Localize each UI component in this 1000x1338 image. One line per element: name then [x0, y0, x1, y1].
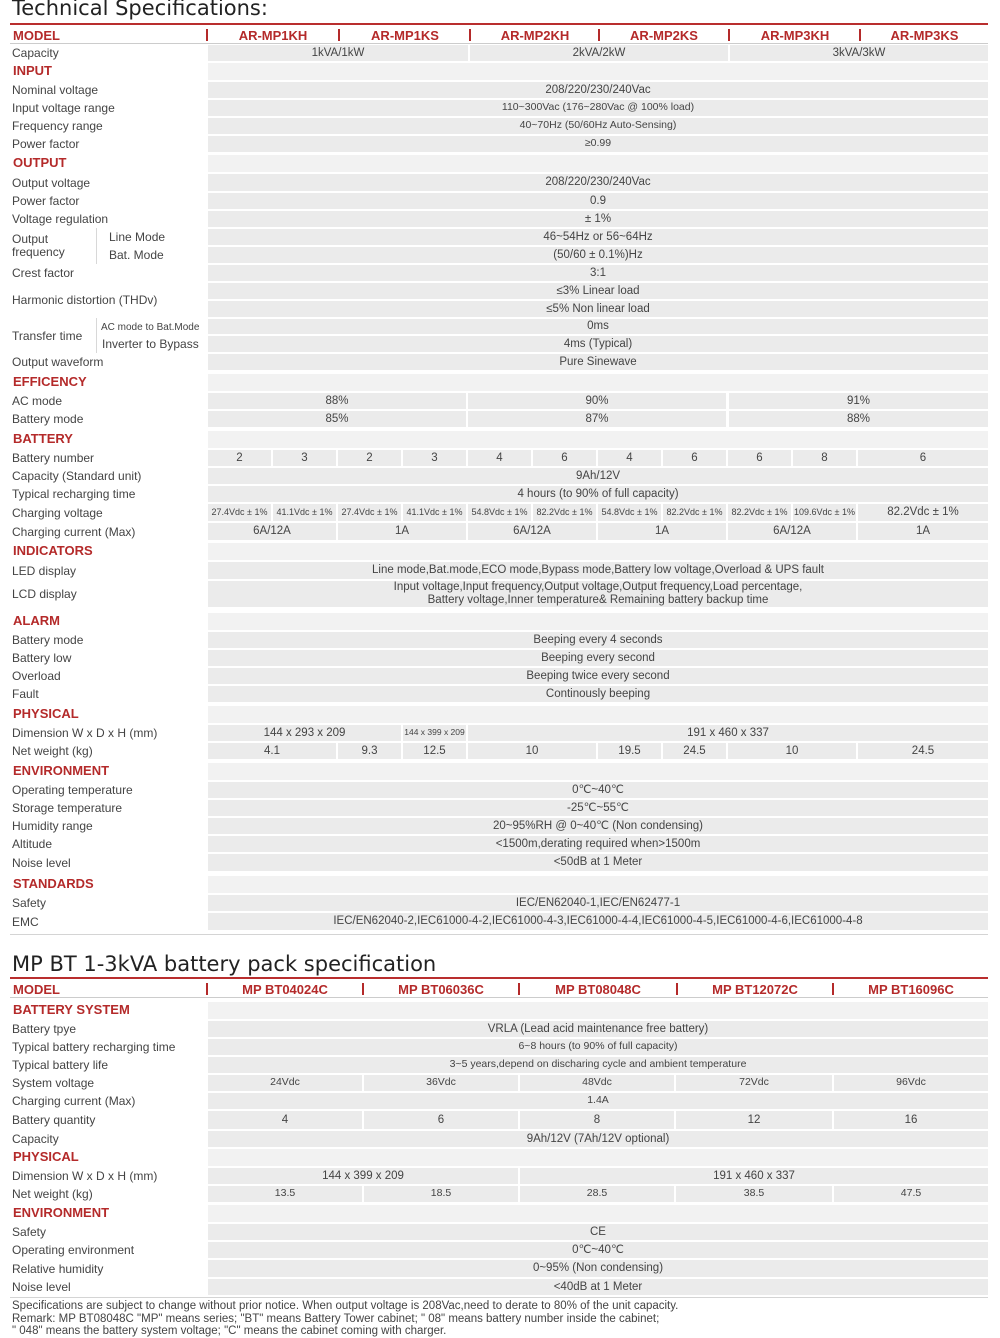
spec-label: Charging current (Max)	[12, 1094, 136, 1108]
spec-label: Capacity (Standard unit)	[12, 469, 142, 483]
spec-value: 3:1	[208, 265, 988, 281]
spec-value: 191 x 460 x 337	[520, 1168, 988, 1184]
spec-label: AC mode	[12, 394, 63, 408]
section-header	[10, 1204, 988, 1223]
section-title: STANDARDS	[13, 876, 94, 891]
spec-row	[10, 1038, 988, 1057]
spec-label: Typical battery life	[12, 1058, 109, 1072]
spec-value: 109.6Vdc ± 1%	[793, 504, 856, 521]
spec-label: Charging current (Max)	[12, 524, 136, 539]
table-end-rule	[10, 1297, 988, 1298]
spec-row	[10, 724, 988, 743]
spec-value: 12.5	[403, 743, 466, 759]
spec-row	[10, 781, 988, 800]
spec-value: 6	[364, 1111, 518, 1129]
spec-value: 88%	[208, 393, 466, 409]
spec-value: ≤5% Non linear load	[208, 301, 988, 317]
spec-row	[10, 853, 988, 873]
spec-row	[10, 503, 988, 523]
spec-row	[10, 282, 988, 319]
spec-value: 36Vdc	[364, 1075, 518, 1091]
spec-row	[10, 580, 988, 609]
spec-value: ± 1%	[208, 211, 988, 227]
spec-value: 0ms	[208, 319, 988, 334]
spec-value: 40~70Hz (50/60Hz Auto-Sensing)	[208, 118, 988, 134]
spec-value: 1kVA/1kW	[208, 45, 468, 61]
spec-value: 0℃~40℃	[208, 1242, 988, 1258]
spec-value: 208/220/230/240Vac	[208, 174, 988, 191]
spec-row	[10, 1074, 988, 1093]
spec-row	[10, 81, 988, 100]
spec-label: Nominal voltage	[12, 83, 99, 97]
spec-value: 1A	[338, 523, 466, 540]
spec-row	[10, 649, 988, 668]
model-header-row	[10, 27, 988, 44]
spec-label: Dimension W x D x H (mm)	[12, 1169, 158, 1183]
spec-label: Output	[12, 232, 49, 246]
spec-value: 2kVA/2kW	[470, 45, 728, 61]
spec-label: Frequency range	[12, 119, 103, 133]
spec-label: Input voltage range	[12, 101, 115, 115]
spec-value: 9.3	[338, 743, 401, 759]
spec-value: 88%	[729, 411, 988, 427]
spec-value: 3	[273, 450, 336, 466]
spec-value: 82.2Vdc ± 1%	[728, 504, 791, 521]
spec-row	[10, 1056, 988, 1075]
spec-value: 54.8Vdc ± 1%	[598, 504, 661, 521]
spec-row	[10, 1020, 988, 1039]
spec-label: EMC	[12, 914, 39, 929]
spec-row	[10, 685, 988, 704]
spec-row	[10, 894, 988, 913]
spec-sublabel: Line Mode	[109, 230, 166, 244]
spec-row	[10, 449, 988, 468]
spec-value: 2	[208, 450, 271, 466]
spec-row	[10, 392, 988, 411]
spec-row	[10, 1185, 988, 1204]
spec-row	[10, 264, 988, 283]
spec-value: 91%	[729, 393, 988, 409]
section-header	[10, 1148, 988, 1167]
spec-value: Beeping every second	[208, 650, 988, 666]
spec-label: Noise level	[12, 855, 71, 870]
spec-row	[10, 835, 988, 854]
spec-label: Fault	[12, 687, 39, 701]
section-title: INPUT	[13, 63, 52, 78]
spec-value	[208, 581, 988, 607]
spec-value: 46~54Hz or 56~64Hz	[208, 229, 988, 245]
spec-label: LED display	[12, 563, 77, 578]
spec-value-line: Input voltage,Input frequency,Output voltage,Output frequency,Load percentage,	[393, 581, 803, 594]
footnote: " 048" means the battery system voltage; "C" means the cabinet coming with charger.	[12, 1325, 447, 1337]
section-header	[10, 542, 988, 561]
divider	[96, 318, 97, 353]
title-rule	[10, 23, 988, 25]
spec-label: Humidity range	[12, 819, 93, 833]
spec-value: 8	[520, 1111, 674, 1129]
spec-value: 3	[403, 450, 466, 466]
section-header	[10, 612, 988, 631]
section-header	[10, 875, 988, 894]
spec-value: 72Vdc	[676, 1075, 832, 1091]
spec-value: 96Vdc	[834, 1075, 988, 1091]
spec-value: 9Ah/12V (7Ah/12V optional)	[208, 1131, 988, 1147]
spec-value: 12	[676, 1111, 832, 1129]
spec-value: 4	[598, 450, 661, 466]
spec-row	[10, 99, 988, 118]
section-title: PHYSICAL	[13, 706, 79, 721]
spec-sublabel: Inverter to Bypass	[102, 337, 199, 351]
spec-value: 10	[728, 743, 856, 759]
spec-value: Beeping every 4 seconds	[208, 632, 988, 648]
spec-value: <1500m,derating required when>1500m	[208, 836, 988, 852]
section-title: EFFICENCY	[13, 374, 87, 389]
spec-value: Line mode,Bat.mode,ECO mode,Bypass mode,Battery low voltage,Overload & UPS fault	[208, 562, 988, 579]
spec-value: 6A/12A	[468, 523, 596, 540]
spec-value: 4ms (Typical)	[208, 336, 988, 352]
spec-value: -25℃~55℃	[208, 800, 988, 816]
spec-value: <50dB at 1 Meter	[208, 854, 988, 871]
spec-label: Operating temperature	[12, 783, 133, 797]
section-title: BATTERY SYSTEM	[13, 1002, 130, 1017]
spec-value: 6A/12A	[728, 523, 856, 540]
spec-label: Typical recharging time	[12, 487, 136, 501]
spec-label: Battery tpye	[12, 1022, 77, 1036]
model-name: MP BT08048C	[555, 982, 641, 997]
spec-value: 90%	[468, 393, 726, 409]
section-title: INDICATORS	[13, 543, 93, 558]
spec-value: 41.1Vdc ± 1%	[403, 504, 466, 521]
spec-value: 6	[663, 450, 726, 466]
spec-value: 38.5	[676, 1186, 832, 1202]
spec-value: 144 x 399 x 209	[403, 725, 466, 741]
section-header	[10, 705, 988, 724]
spec-row	[10, 1278, 988, 1297]
spec-label: frequency	[12, 245, 65, 259]
spec-label: Overload	[12, 669, 61, 683]
spec-label: Battery low	[12, 651, 72, 665]
spec-row	[10, 117, 988, 136]
footnote: Specifications are subject to change without prior notice. When output voltage is 208Vac,need to derate to 80% of the unit capacity.	[12, 1300, 679, 1312]
spec-value: ≤3% Linear load	[208, 283, 988, 299]
spec-value: Pure Sinewave	[208, 354, 988, 370]
spec-value: 48Vdc	[520, 1075, 674, 1091]
spec-value: 24.5	[858, 743, 988, 759]
model-name: AR-MP2KH	[500, 28, 570, 43]
spec-value: 27.4Vdc ± 1%	[208, 504, 271, 521]
section-header	[10, 154, 988, 173]
section-title: ENVIRONMENT	[13, 1205, 110, 1220]
spec-row	[10, 1130, 988, 1149]
spec-value: 6~8 hours (to 90% of full capacity)	[208, 1039, 988, 1055]
spec-sublabel: Bat. Mode	[109, 248, 164, 262]
spec-value: 4	[468, 450, 531, 466]
spec-label: Crest factor	[12, 266, 75, 280]
spec-label: Battery mode	[12, 412, 84, 426]
table-end-rule	[10, 934, 988, 935]
spec-label: Charging voltage	[12, 505, 103, 520]
spec-row	[10, 485, 988, 504]
spec-value: 0~95% (Non condensing)	[208, 1260, 988, 1277]
spec-row	[10, 799, 988, 818]
spec-label: Power factor	[12, 194, 80, 208]
spec-value: 27.4Vdc ± 1%	[338, 504, 401, 521]
page-title: Technical Specifications:	[12, 0, 268, 20]
spec-label: Battery quantity	[12, 1113, 96, 1127]
spec-value: 24Vdc	[208, 1075, 362, 1091]
spec-value: 82.2Vdc ± 1%	[858, 504, 988, 521]
spec-value: 82.2Vdc ± 1%	[663, 504, 726, 521]
spec-value: 20~95%RH @ 0~40℃ (Non condensing)	[208, 818, 988, 834]
spec-row	[10, 667, 988, 686]
spec-value: 87%	[468, 411, 726, 427]
spec-value: Continously beeping	[208, 686, 988, 702]
spec-label: Transfer time	[12, 328, 83, 343]
spec-value: 4 hours (to 90% of full capacity)	[208, 486, 988, 502]
spec-row-output-frequency	[10, 228, 988, 265]
spec-row	[10, 467, 988, 486]
section-header	[10, 762, 988, 781]
spec-row	[10, 192, 988, 211]
spec-row	[10, 135, 988, 154]
model-name: MP BT04024C	[242, 982, 328, 997]
spec-value: 6A/12A	[208, 523, 336, 540]
model-name: MP BT16096C	[868, 982, 954, 997]
spec-label: Storage temperature	[12, 801, 123, 815]
spec-label: Relative humidity	[12, 1261, 104, 1276]
spec-value: 6	[533, 450, 596, 466]
section-header	[10, 62, 988, 81]
spec-label: Capacity	[12, 1132, 59, 1146]
spec-value: 47.5	[834, 1186, 988, 1202]
model-name: AR-MP1KH	[238, 28, 308, 43]
spec-value: 110~300Vac (176~280Vac @ 100% load)	[208, 100, 988, 116]
spec-value: <40dB at 1 Meter	[208, 1279, 988, 1295]
spec-row	[10, 561, 988, 581]
spec-row	[10, 817, 988, 836]
section-title: ENVIRONMENT	[13, 763, 110, 778]
spec-row	[10, 173, 988, 193]
model-name: MP BT06036C	[398, 982, 484, 997]
spec-value-line: Battery voltage,Inner temperature& Remaining battery backup time	[427, 594, 769, 606]
spec-value: 18.5	[364, 1186, 518, 1202]
model-name: AR-MP3KS	[890, 28, 959, 43]
spec-value: 82.2Vdc ± 1%	[533, 504, 596, 521]
spec-row	[10, 210, 988, 229]
spec-row	[10, 1092, 988, 1111]
model-name: AR-MP2KS	[630, 28, 698, 43]
spec-value: 3kVA/3kW	[730, 45, 988, 61]
spec-value: 1A	[598, 523, 726, 540]
spec-label: Safety	[12, 1225, 47, 1239]
spec-label: Operating environment	[12, 1243, 135, 1257]
spec-value: CE	[208, 1224, 988, 1240]
spec-label: Dimension W x D x H (mm)	[12, 726, 158, 740]
spec-label: Output voltage	[12, 175, 91, 190]
section-title: PHYSICAL	[13, 1149, 79, 1164]
spec-value: 191 x 460 x 337	[468, 725, 988, 741]
spec-value: 0℃~40℃	[208, 782, 988, 798]
spec-row	[10, 912, 988, 932]
spec-value: 85%	[208, 411, 466, 427]
spec-value: 10	[468, 743, 596, 759]
spec-value: 0.9	[208, 193, 988, 209]
spec-label: Battery mode	[12, 633, 84, 647]
spec-row	[10, 742, 988, 761]
section-header	[10, 1001, 988, 1020]
spec-label: Battery number	[12, 451, 95, 465]
spec-value: Beeping twice every second	[208, 668, 988, 684]
section-title: BATTERY	[13, 431, 73, 446]
spec-value: 6	[858, 450, 988, 466]
spec-label: LCD display	[12, 587, 77, 601]
section-header	[10, 373, 988, 392]
spec-value: 144 x 399 x 209	[208, 1168, 518, 1184]
spec-value: 4.1	[208, 743, 336, 759]
model-header-row	[10, 981, 988, 998]
spec-row	[10, 410, 988, 429]
section-title: ALARM	[13, 613, 60, 628]
model-name: MP BT12072C	[712, 982, 798, 997]
spec-row	[10, 522, 988, 542]
spec-label: Output waveform	[12, 355, 104, 369]
divider	[96, 228, 97, 264]
section-title: OUTPUT	[13, 155, 67, 170]
model-name: AR-MP1KS	[371, 28, 439, 43]
spec-row	[10, 44, 988, 63]
spec-label: Net weight (kg)	[12, 1187, 93, 1201]
footnote: Remark: MP BT08048C "MP" means series; "BT" means Battery Tower cabinet; " 08" means battery number inside the cabinet;	[12, 1313, 660, 1325]
spec-value: 13.5	[208, 1186, 362, 1202]
section-page-title: MP BT 1-3kVA battery pack specification	[12, 952, 437, 976]
spec-value: 208/220/230/240Vac	[208, 82, 988, 98]
spec-value: 19.5	[598, 743, 661, 759]
spec-sublabel: AC mode to Bat.Mode	[101, 321, 200, 333]
spec-value: 1A	[858, 523, 988, 540]
spec-row	[10, 1110, 988, 1131]
model-name: AR-MP3KH	[760, 28, 830, 43]
spec-value: 24.5	[663, 743, 726, 759]
spec-row	[10, 1241, 988, 1260]
spec-value: VRLA (Lead acid maintenance free battery)	[208, 1021, 988, 1037]
spec-value: 6	[728, 450, 791, 466]
spec-value: 4	[208, 1111, 362, 1129]
spec-value: IEC/EN62040-2,IEC61000-4-2,IEC61000-4-3,IEC61000-4-4,IEC61000-4-5,IEC61000-4-6,IEC61000-4-8	[208, 913, 988, 930]
spec-value: 3~5 years,depend on discharing cycle and ambient temperature	[208, 1057, 988, 1073]
title-rule	[10, 977, 988, 979]
spec-row	[10, 631, 988, 650]
spec-label: Altitude	[12, 837, 53, 851]
spec-row-transfer-time	[10, 318, 988, 354]
spec-label: System voltage	[12, 1076, 95, 1090]
spec-value: IEC/EN62040-1,IEC/EN62477-1	[208, 895, 988, 911]
model-label: MODEL	[13, 982, 60, 997]
spec-label: Power factor	[12, 137, 80, 151]
spec-value: 16	[834, 1111, 988, 1129]
spec-label: Safety	[12, 896, 47, 910]
spec-value: 54.8Vdc ± 1%	[468, 504, 531, 521]
spec-value: ≥0.99	[208, 136, 988, 152]
spec-value: 1.4A	[208, 1093, 988, 1109]
spec-label: Harmonic distortion (THDv)	[12, 293, 158, 307]
spec-row	[10, 353, 988, 372]
spec-label: Typical battery recharging time	[12, 1040, 176, 1054]
model-label: MODEL	[13, 28, 60, 43]
spec-value: 9Ah/12V	[208, 468, 988, 484]
spec-value: 28.5	[520, 1186, 674, 1202]
spec-value: (50/60 ± 0.1%)Hz	[208, 247, 988, 263]
spec-label: Capacity	[12, 46, 59, 60]
spec-label: Net weight (kg)	[12, 744, 93, 758]
spec-label: Noise level	[12, 1280, 71, 1294]
spec-value: 41.1Vdc ± 1%	[273, 504, 336, 521]
spec-label: Voltage regulation	[12, 212, 109, 226]
section-header	[10, 430, 988, 449]
spec-row	[10, 1259, 988, 1279]
spec-value: 8	[793, 450, 856, 466]
spec-value: 2	[338, 450, 401, 466]
spec-value: 144 x 293 x 209	[208, 725, 401, 741]
spec-row	[10, 1167, 988, 1186]
spec-row	[10, 1223, 988, 1242]
